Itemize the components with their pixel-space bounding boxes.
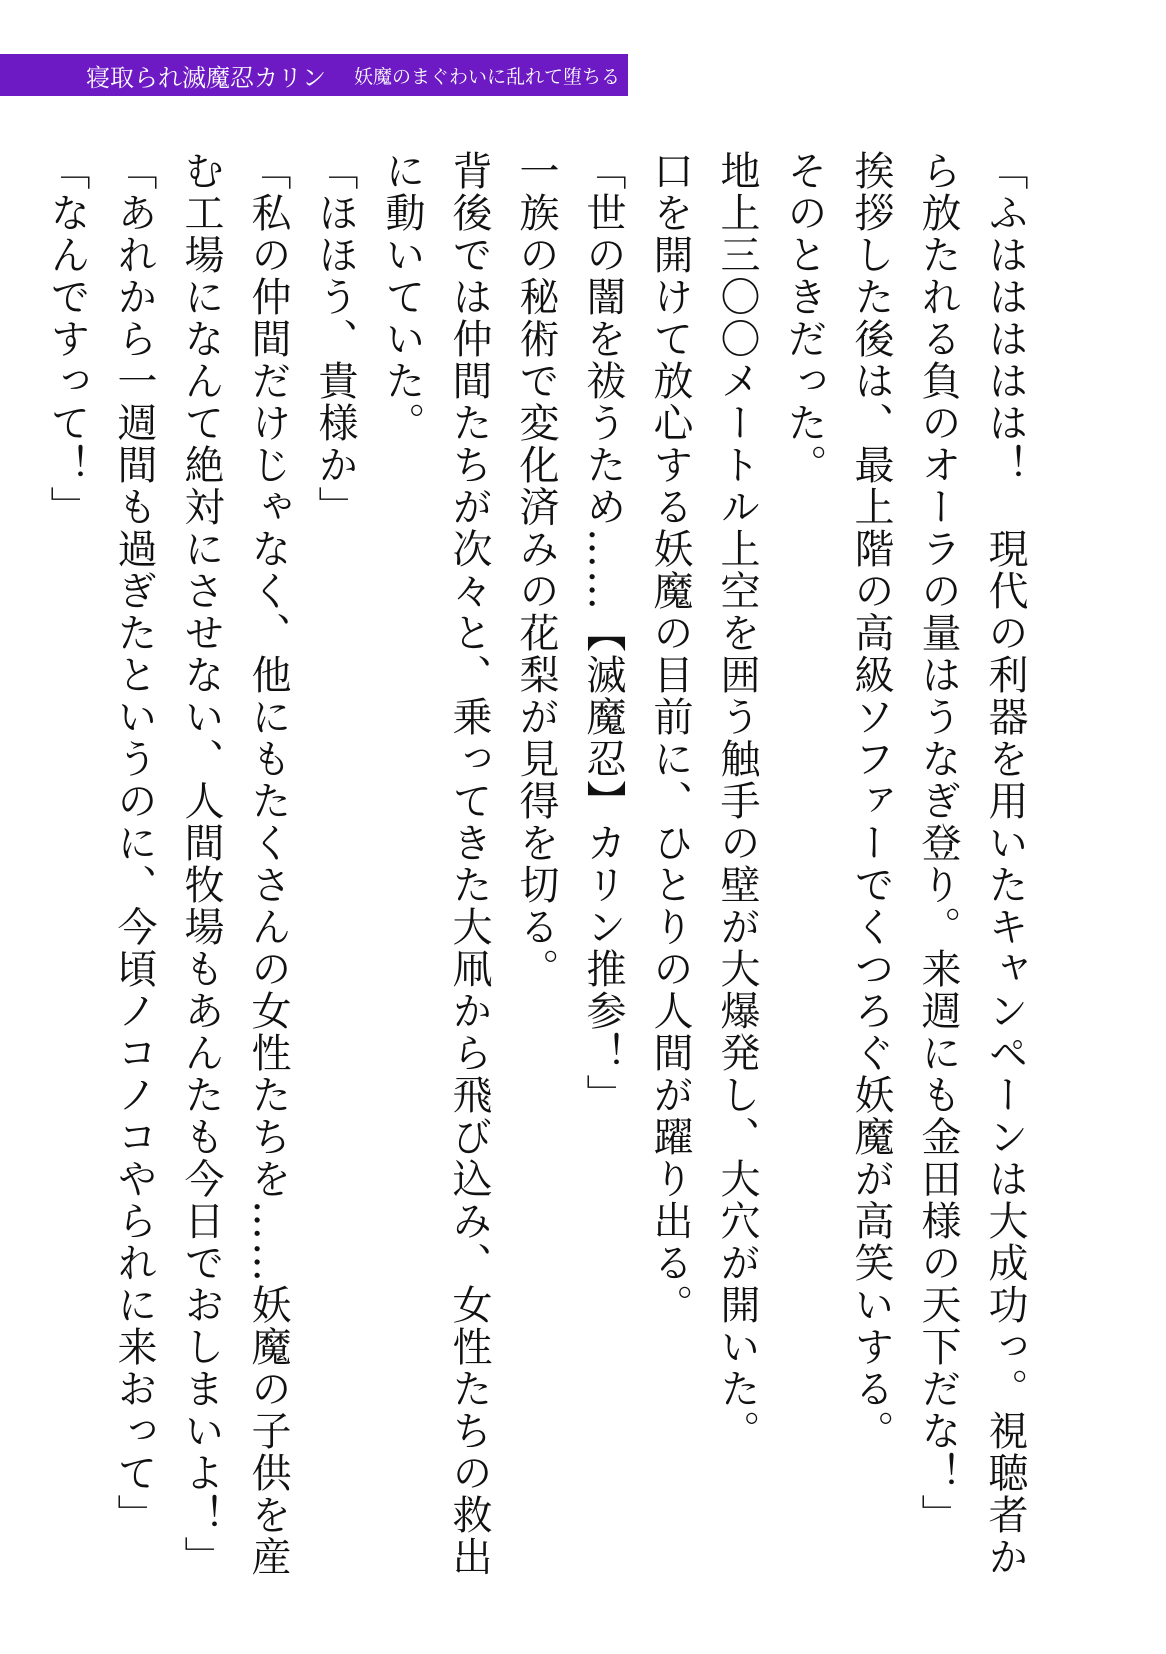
- paragraph: 口を開けて放心する妖魔の目前に、ひとりの人間が躍り出る。: [647, 150, 693, 1326]
- paragraph: 「あれから一週間も過ぎたというのに、今頃ノコノコやられに来おって」: [111, 150, 157, 1536]
- paragraph: 「ふははははは！ 現代の利器を用いたキャンペーンは大成功っ。視聴者から放たれる負のオーラの量はうなぎ登り。来週にも金田様の天下だな！」: [915, 150, 1028, 1578]
- header-band: [0, 54, 628, 96]
- paragraph: 「世の闇を祓うため……【滅魔忍】カリン推参！」: [580, 150, 626, 1116]
- paragraph: 一族の秘術で変化済みの花梨が見得を切る。: [513, 150, 559, 990]
- body-text: [38, 150, 1038, 1590]
- paragraph: そのときだった。: [781, 150, 827, 486]
- book-subtitle: 妖魔のまぐわいに乱れて堕ちる: [354, 65, 621, 88]
- paragraph: 地上三〇〇メートル上空を囲う触手の壁が大爆発し、大穴が開いた。: [714, 150, 760, 1452]
- paragraph: 「ほほう、貴様か」: [312, 150, 358, 528]
- paragraph: 「なんですって！」: [44, 150, 90, 528]
- book-title: 寝取られ滅魔忍カリン: [86, 63, 326, 92]
- paragraph: 背後では仲間たちが次々と、乗ってきた大凧から飛び込み、女性たちの救出に動いていた。: [379, 150, 492, 1578]
- paragraph: 挨拶した後は、最上階の高級ソファーでくつろぐ妖魔が高笑いする。: [848, 150, 894, 1452]
- paragraph: 「私の仲間だけじゃなく、他にもたくさんの女性たちを……妖魔の子供を産む工場になんて絶対にさせない、人間牧場もあんたも今日でおしまいよ！」: [178, 150, 291, 1578]
